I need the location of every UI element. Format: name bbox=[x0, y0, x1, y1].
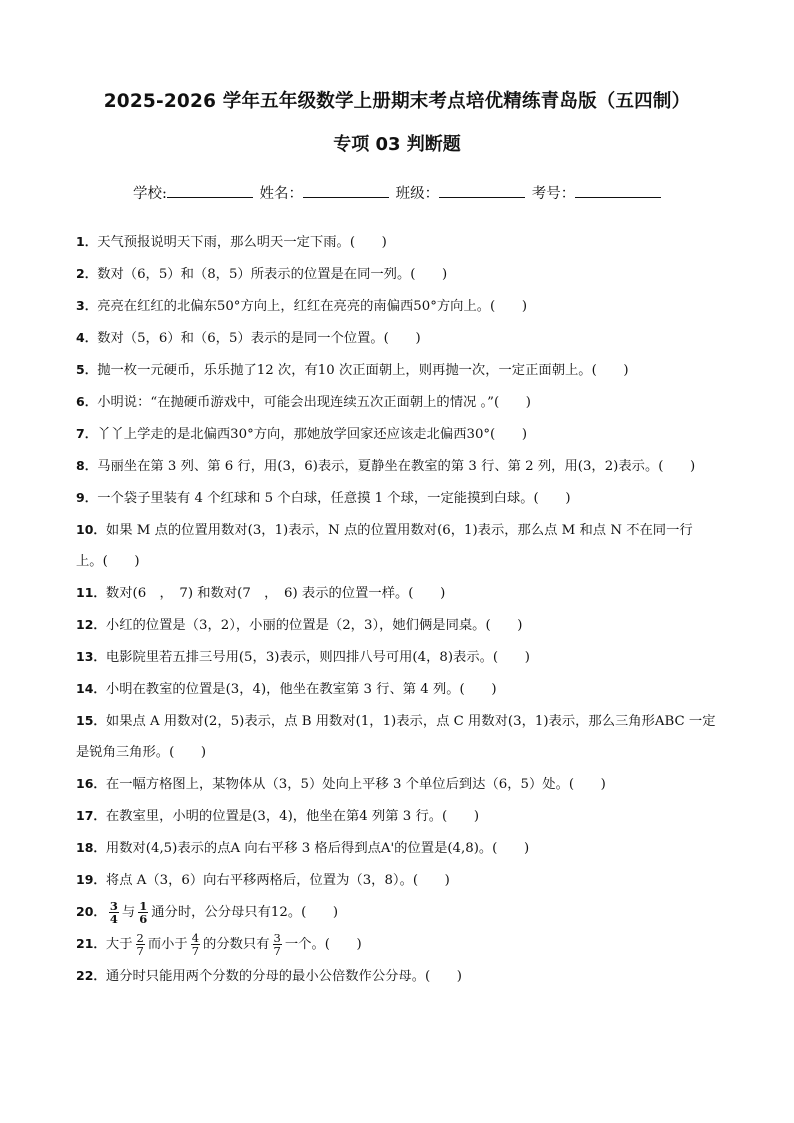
fraction bbox=[136, 932, 145, 957]
question-text: 数对（5，6）和（6，5）表示的是同一个位置。( ) bbox=[97, 331, 421, 346]
fraction-denominator: 7 bbox=[136, 944, 144, 958]
question-number: 16． bbox=[76, 776, 106, 791]
question-item bbox=[76, 290, 716, 322]
question-item bbox=[76, 641, 716, 673]
question-text: 丫丫上学走的是北偏西30°方向，那她放学回家还应该走北偏西30°( ) bbox=[97, 427, 528, 442]
question-text: 小红的位置是（3，2），小丽的位置是（2，3），她们俩是同桌。( ) bbox=[105, 618, 523, 633]
question-item bbox=[76, 482, 716, 514]
question-text: 小明说：“在抛硬币游戏中，可能会出现连续五次正面朝上的情况 。”( ) bbox=[97, 395, 531, 410]
page-title: 2025-2026 学年五年级数学上册期末考点培优精练青岛版（五四制） bbox=[103, 91, 691, 112]
fraction bbox=[273, 932, 282, 957]
question-number: 5． bbox=[76, 362, 98, 377]
question-text: 亮亮在红红的北偏东50°方向上，红红在亮亮的南偏西50°方向上。( ) bbox=[97, 299, 528, 314]
question-item bbox=[76, 928, 716, 960]
question-text-part: 大于 bbox=[105, 937, 133, 952]
fraction-numerator: 3 bbox=[109, 899, 118, 913]
question-item bbox=[76, 960, 716, 992]
school-label: 学校: bbox=[133, 186, 167, 202]
question-item bbox=[76, 418, 716, 450]
fraction bbox=[191, 932, 200, 957]
question-number: 1． bbox=[76, 234, 98, 249]
question-number: 11． bbox=[76, 585, 106, 600]
page-subtitle: 专项 03 判断题 bbox=[333, 134, 461, 155]
class-label: 班级： bbox=[395, 186, 440, 202]
question-number: 10． bbox=[76, 522, 106, 537]
question-text: 抛一枚一元硬币，乐乐抛了12 次，有10 次正面朝上，则再抛一次，一定正面朝上。( ) bbox=[97, 363, 629, 378]
question-text: 一个。( ) bbox=[284, 937, 362, 952]
question-text: 数对（6，5）和（8，5）所表示的位置是在同一列。( ) bbox=[97, 267, 448, 282]
question-number: 9． bbox=[76, 490, 98, 505]
question-item bbox=[76, 832, 716, 864]
fraction bbox=[109, 900, 119, 925]
question-number: 7． bbox=[76, 426, 98, 441]
question-text: 数对(6 ， 7) 和数对(7 ， 6) 表示的位置一样。( ) bbox=[105, 586, 446, 601]
fraction-denominator: 7 bbox=[191, 944, 200, 958]
question-item bbox=[76, 322, 716, 354]
question-number: 22． bbox=[76, 968, 106, 983]
question-text: 天气预报说明天下雨，那么明天一定下雨。( ) bbox=[97, 235, 387, 250]
fraction-numerator: 1 bbox=[139, 899, 148, 913]
question-number: 13． bbox=[76, 649, 106, 664]
question-number: 18． bbox=[76, 840, 106, 855]
question-list bbox=[76, 226, 716, 992]
question-number: 20． bbox=[76, 904, 106, 919]
question-number: 17． bbox=[76, 808, 106, 823]
fraction-denominator: 6 bbox=[139, 912, 148, 926]
question-number: 14． bbox=[76, 681, 106, 696]
question-text: 通分时只能用两个分数的分母的最小公倍数作公分母。( ) bbox=[105, 969, 462, 984]
question-item bbox=[76, 800, 716, 832]
question-item bbox=[76, 609, 716, 641]
exam-number-blank[interactable] bbox=[575, 185, 661, 198]
question-item bbox=[76, 226, 716, 258]
exam-number-label: 考号： bbox=[531, 186, 576, 202]
question-number: 4． bbox=[76, 330, 98, 345]
question-text: 在教室里，小明的位置是(3，4)，他坐在第4 列第 3 行。( ) bbox=[105, 809, 480, 824]
question-item bbox=[76, 450, 716, 482]
question-item bbox=[76, 673, 716, 705]
question-number: 15． bbox=[76, 713, 106, 728]
question-text: 在一幅方格图上，某物体从（3，5）处向上平移 3 个单位后到达（6，5）处。( ) bbox=[105, 777, 606, 792]
question-item bbox=[76, 354, 716, 386]
fraction-denominator: 4 bbox=[109, 912, 118, 926]
fraction-numerator: 4 bbox=[191, 931, 200, 945]
question-text: 一个袋子里装有 4 个红球和 5 个白球，任意摸 1 个球，一定能摸到白球。( ) bbox=[97, 491, 571, 506]
question-text: 马丽坐在第 3 列、第 6 行，用(3，6)表示，夏静坐在教室的第 3 行、第 2 列，用(3，2)表示。( ) bbox=[97, 459, 696, 474]
question-text: 小明在教室的位置是(3，4)，他坐在教室第 3 行、第 4 列。( ) bbox=[105, 682, 497, 697]
question-text-part: 的分数只有 bbox=[203, 937, 270, 952]
school-blank[interactable] bbox=[167, 185, 253, 198]
question-text-part: 而小于 bbox=[147, 937, 188, 952]
student-info-row bbox=[133, 182, 663, 203]
question-number: 8． bbox=[76, 458, 98, 473]
question-text: 用数对(4,5)表示的点A 向右平移 3 格后得到点A'的位置是(4,8)。( ) bbox=[105, 841, 530, 856]
question-text: 如果点 A 用数对(2，5)表示，点 B 用数对(1，1)表示，点 C 用数对(3，1)表示，那么三角形ABC 一定是锐角三角形。( ) bbox=[76, 714, 716, 760]
question-number: 21． bbox=[76, 936, 106, 951]
question-text-part: 与 bbox=[121, 905, 136, 920]
name-blank[interactable] bbox=[303, 185, 389, 198]
question-item bbox=[76, 705, 716, 768]
fraction-numerator: 3 bbox=[273, 931, 281, 945]
question-text: 电影院里若五排三号用(5，3)表示，则四排八号可用(4，8)表示。( ) bbox=[105, 650, 530, 665]
fraction-denominator: 7 bbox=[273, 944, 281, 958]
question-number: 12． bbox=[76, 617, 106, 632]
fraction-numerator: 2 bbox=[136, 931, 144, 945]
question-number: 2． bbox=[76, 266, 98, 281]
class-blank[interactable] bbox=[439, 185, 525, 198]
question-text: 如果 M 点的位置用数对(3，1)表示，N 点的位置用数对(6，1)表示，那么点 M 和点 N 不在同一行上。( ) bbox=[76, 523, 693, 569]
question-item bbox=[76, 514, 716, 577]
question-number: 6． bbox=[76, 394, 98, 409]
question-number: 3． bbox=[76, 298, 98, 313]
question-item bbox=[76, 896, 716, 928]
question-item bbox=[76, 386, 716, 418]
name-label: 姓名： bbox=[259, 186, 303, 202]
question-item bbox=[76, 864, 716, 896]
question-item bbox=[76, 768, 716, 800]
question-number: 19． bbox=[76, 872, 106, 887]
question-text: 通分时，公分母只有12。( ) bbox=[151, 905, 339, 920]
question-item bbox=[76, 577, 716, 609]
question-item bbox=[76, 258, 716, 290]
fraction bbox=[138, 900, 148, 925]
question-text: 将点 A（3，6）向右平移两格后，位置为（3，8）。( ) bbox=[105, 873, 450, 888]
